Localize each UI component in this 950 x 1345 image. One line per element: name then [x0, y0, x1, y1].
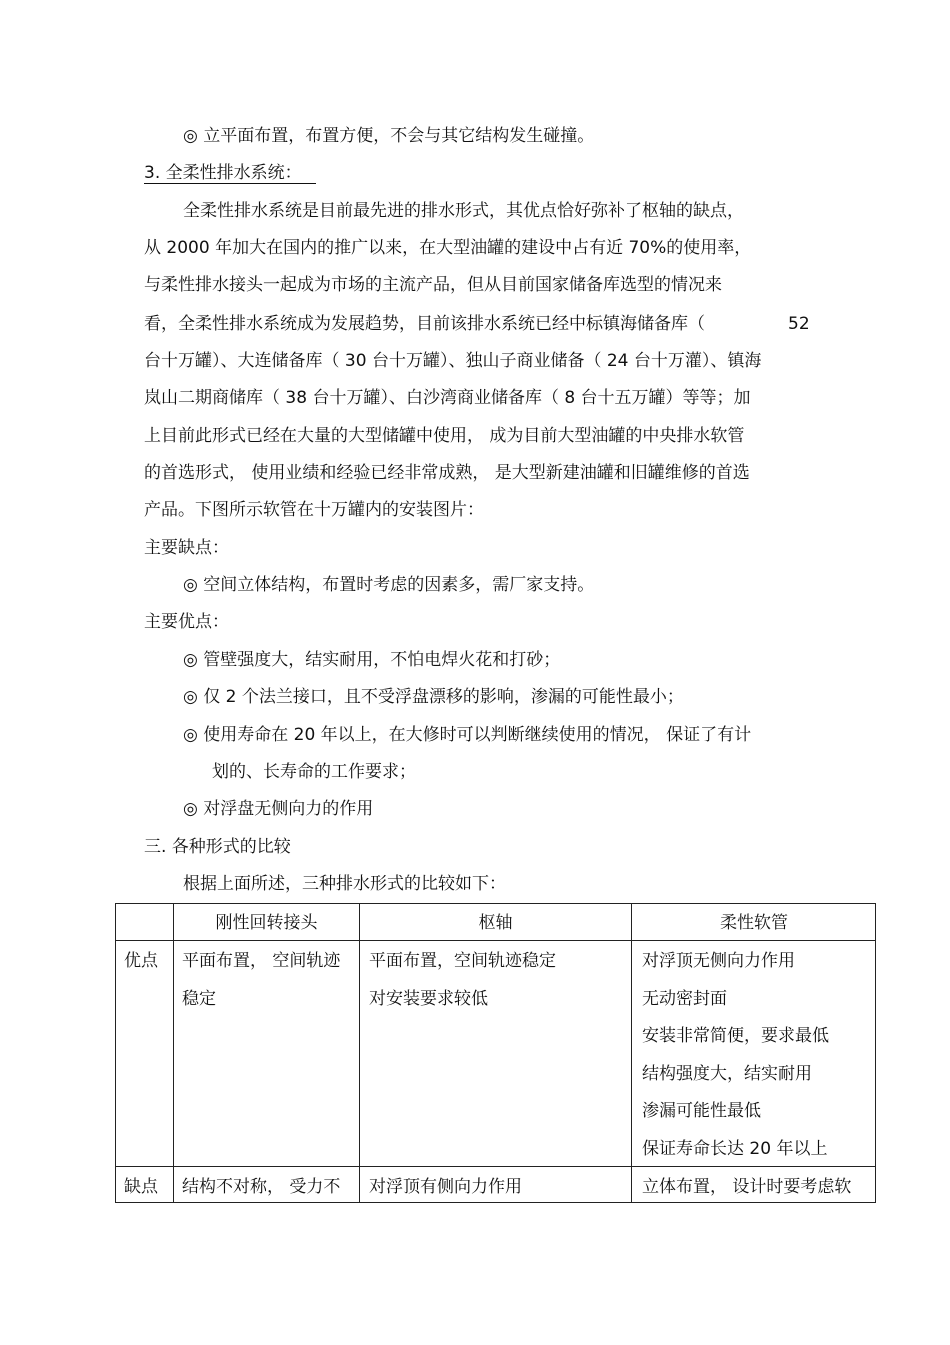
- pros-item-1: ◎ 管壁强度大，结实耐用，不怕电焊火花和打砂；: [183, 650, 561, 670]
- paragraph-line-2: 从 2000 年加大在国内的推广以来，在大型油罐的建设中占有近 70%的使用率，: [144, 238, 752, 258]
- table-header-flexible-hose: 柔性软管: [720, 913, 788, 933]
- paragraph-line-6: 岚山二期商储库（ 38 台十万罐）、白沙湾商业储备库（ 8 台十五万罐）等等；加: [144, 388, 751, 408]
- table-cell: 对安装要求较低: [369, 989, 488, 1009]
- table-col-divider: [359, 904, 360, 1202]
- table-cell: 安装非常简便，要求最低: [642, 1026, 829, 1046]
- table-row-divider: [116, 1166, 875, 1167]
- paragraph-line-8: 的首选形式， 使用业绩和经验已经非常成熟， 是大型新建油罐和旧罐维修的首选: [144, 463, 750, 483]
- bullet-plane-layout: ◎ 立平面布置，布置方便，不会与其它结构发生碰撞。: [183, 126, 595, 146]
- section-comparison-heading: 三. 各种形式的比较: [144, 837, 291, 857]
- pros-item-3-cont: 划的、长寿命的工作要求；: [212, 762, 416, 782]
- table-cell: 渗漏可能性最低: [642, 1101, 761, 1121]
- row-label-advantages: 优点: [124, 951, 158, 971]
- paragraph-line-3: 与柔性排水接头一起成为市场的主流产品，但从目前国家储备库选型的情况来: [144, 275, 722, 295]
- row-label-disadvantages: 缺点: [124, 1177, 158, 1197]
- pros-item-3: ◎ 使用寿命在 20 年以上，在大修时可以判断继续使用的情况， 保证了有计: [183, 725, 752, 745]
- paragraph-line-5: 台十万罐）、大连储备库（ 30 台十万罐）、独山子商业储备（ 24 台十万灌）、镇海: [144, 351, 762, 371]
- table-col-divider: [631, 904, 632, 1202]
- paragraph-line-9: 产品。下图所示软管在十万罐内的安装图片：: [144, 500, 484, 520]
- table-cell: 对浮顶有侧向力作用: [369, 1177, 522, 1197]
- heading-underline: [144, 183, 316, 184]
- table-cell: 结构不对称， 受力不: [182, 1177, 341, 1197]
- table-cell: 结构强度大，结实耐用: [642, 1064, 812, 1084]
- table-row-divider: [116, 940, 875, 941]
- table-cell: 无动密封面: [642, 989, 727, 1009]
- pros-title: 主要优点：: [144, 612, 229, 632]
- paragraph-line-1: 全柔性排水系统是目前最先进的排水形式，其优点恰好弥补了枢轴的缺点，: [183, 201, 744, 221]
- table-cell: 平面布置，空间轨迹稳定: [369, 951, 556, 971]
- table-header-rigid-joint: 刚性回转接头: [215, 913, 318, 933]
- pros-item-2: ◎ 仅 2 个法兰接口，且不受浮盘漂移的影响，渗漏的可能性最小；: [183, 687, 684, 707]
- paragraph-line-7: 上目前此形式已经在大量的大型储罐中使用， 成为目前大型油罐的中央排水软管: [144, 426, 745, 446]
- comparison-table: [115, 903, 876, 1203]
- pros-item-4: ◎ 对浮盘无侧向力的作用: [183, 799, 374, 819]
- table-col-divider: [173, 904, 174, 1202]
- paragraph-line-4-number: 52: [788, 314, 810, 334]
- comparison-intro: 根据上面所述，三种排水形式的比较如下：: [183, 874, 506, 894]
- cons-item-1: ◎ 空间立体结构，布置时考虑的因素多，需厂家支持。: [183, 575, 595, 595]
- table-cell: 对浮顶无侧向力作用: [642, 951, 795, 971]
- table-cell: 保证寿命长达 20 年以上: [642, 1139, 828, 1159]
- cons-title: 主要缺点：: [144, 538, 229, 558]
- table-cell: 稳定: [182, 989, 216, 1009]
- heading-full-flexible-drainage: 3. 全柔性排水系统：: [144, 163, 302, 183]
- table-cell: 平面布置， 空间轨迹: [182, 951, 341, 971]
- table-cell: 立体布置， 设计时要考虑软: [642, 1177, 852, 1197]
- table-header-pivot: 枢轴: [478, 913, 513, 933]
- paragraph-line-4: 看，全柔性排水系统成为发展趋势，目前该排水系统已经中标镇海储备库（: [144, 314, 705, 334]
